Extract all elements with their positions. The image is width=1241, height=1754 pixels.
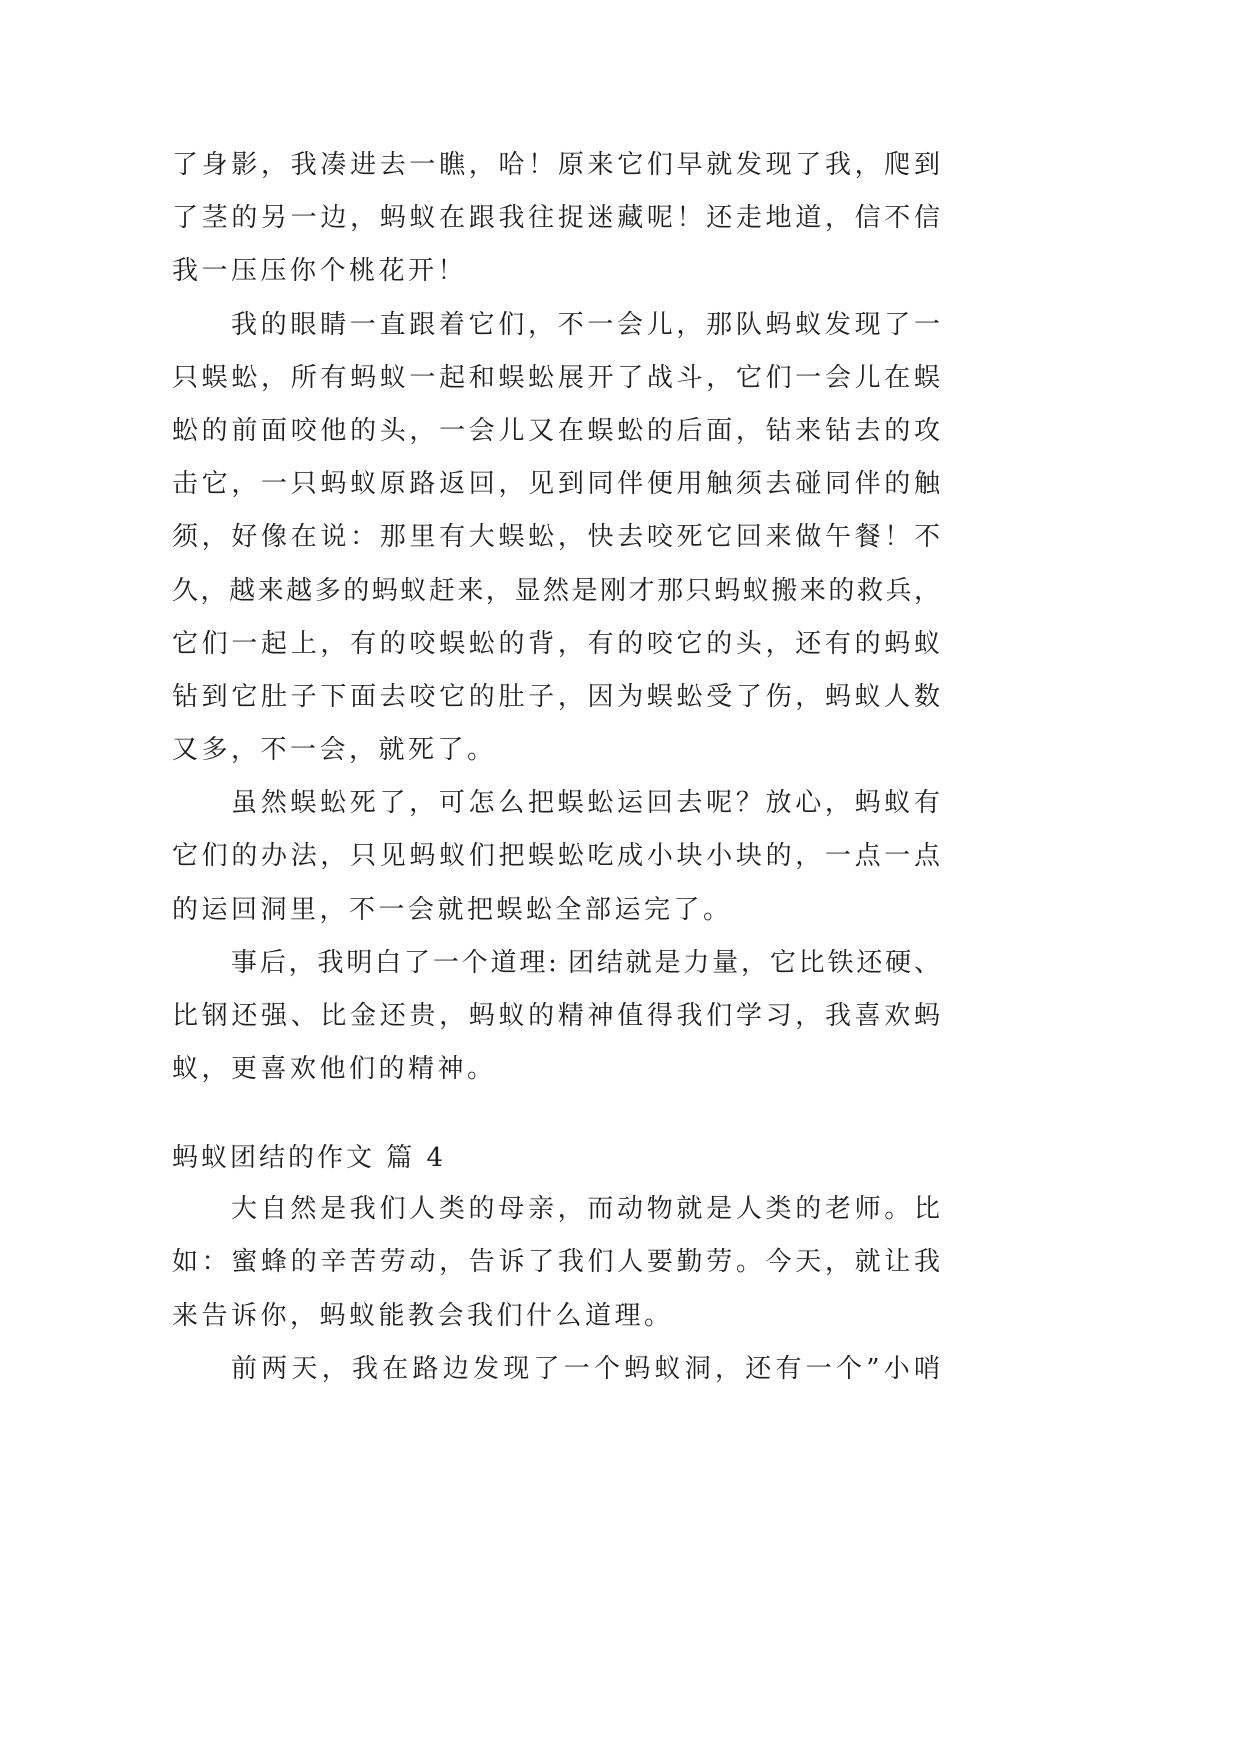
text-line: 来告诉你，蚂蚁能教会我们什么道理。 — [172, 1300, 674, 1331]
section-heading: 蚂蚁团结的作文 篇 4 — [172, 1143, 447, 1174]
text-line: 它们的办法，只见蚂蚁们把蜈蚣吃成小块小块的，一点一点 — [172, 841, 940, 872]
document-body — [172, 139, 940, 1396]
text-line: 只蜈蚣，所有蚂蚁一起和蜈蚣展开了战斗，它们一会儿在蜈 — [172, 362, 940, 393]
text-line: 比钢还强、比金还贵，蚂蚁的精神值得我们学习，我喜欢蚂 — [172, 1001, 940, 1031]
text-line: 久，越来越多的蚂蚁赶来，显然是刚才那只蚂蚁搬来的救兵， — [172, 575, 940, 606]
text-line: 击它，一只蚂蚁原路返回，见到同伴便用触须去碰同伴的触 — [172, 469, 940, 500]
paragraph — [172, 299, 940, 778]
text-line: 须，好像在说：那里有大蜈蚣，快去咬死它回来做午餐！不 — [172, 522, 940, 553]
text-line: 又多，不一会，就死了。 — [172, 735, 497, 766]
text-line: 的运回洞里，不一会就把蜈蚣全部运完了。 — [172, 894, 733, 925]
text-line: 虽然蜈蚣死了，可怎么把蜈蚣运回去呢？放心，蚂蚁有 — [231, 788, 940, 819]
text-line: 钻到它肚子下面去咬它的肚子，因为蜈蚣受了伤，蚂蚁人数 — [172, 681, 940, 712]
text-line: 大自然是我们人类的母亲，而动物就是人类的老师。比 — [231, 1194, 940, 1225]
text-line: 了茎的另一边，蚂蚁在跟我往捉迷藏呢！还走地道，信不信 — [172, 203, 940, 234]
paragraph — [172, 139, 940, 299]
text-line: 如：蜜蜂的辛苦劳动，告诉了我们人要勤劳。今天，就让我 — [172, 1247, 940, 1278]
paragraph — [172, 777, 940, 937]
text-line: 我的眼睛一直跟着它们，不一会儿，那队蚂蚁发现了一 — [231, 309, 940, 340]
text-line: 我一压压你个桃花开！ — [172, 256, 468, 287]
paragraph — [172, 937, 940, 1097]
paragraph — [172, 1183, 940, 1343]
text-line: 事后，我明白了一个道理: 团结就是力量，它比铁还硬、 — [231, 947, 940, 978]
text-line: 了身影，我凑进去一瞧，哈！原来它们早就发现了我，爬到 — [172, 150, 940, 180]
text-line: 它们一起上，有的咬蜈蚣的背，有的咬它的头，还有的蚂蚁 — [172, 628, 940, 659]
text-line: 蚣的前面咬他的头，一会儿又在蜈蚣的后面，钻来钻去的攻 — [172, 415, 940, 446]
text-line: 蚁，更喜欢他们的精神。 — [172, 1054, 497, 1085]
paragraph — [172, 1343, 940, 1396]
text-line: 前两天，我在路边发现了一个蚂蚁洞，还有一个”小哨 — [231, 1353, 940, 1384]
